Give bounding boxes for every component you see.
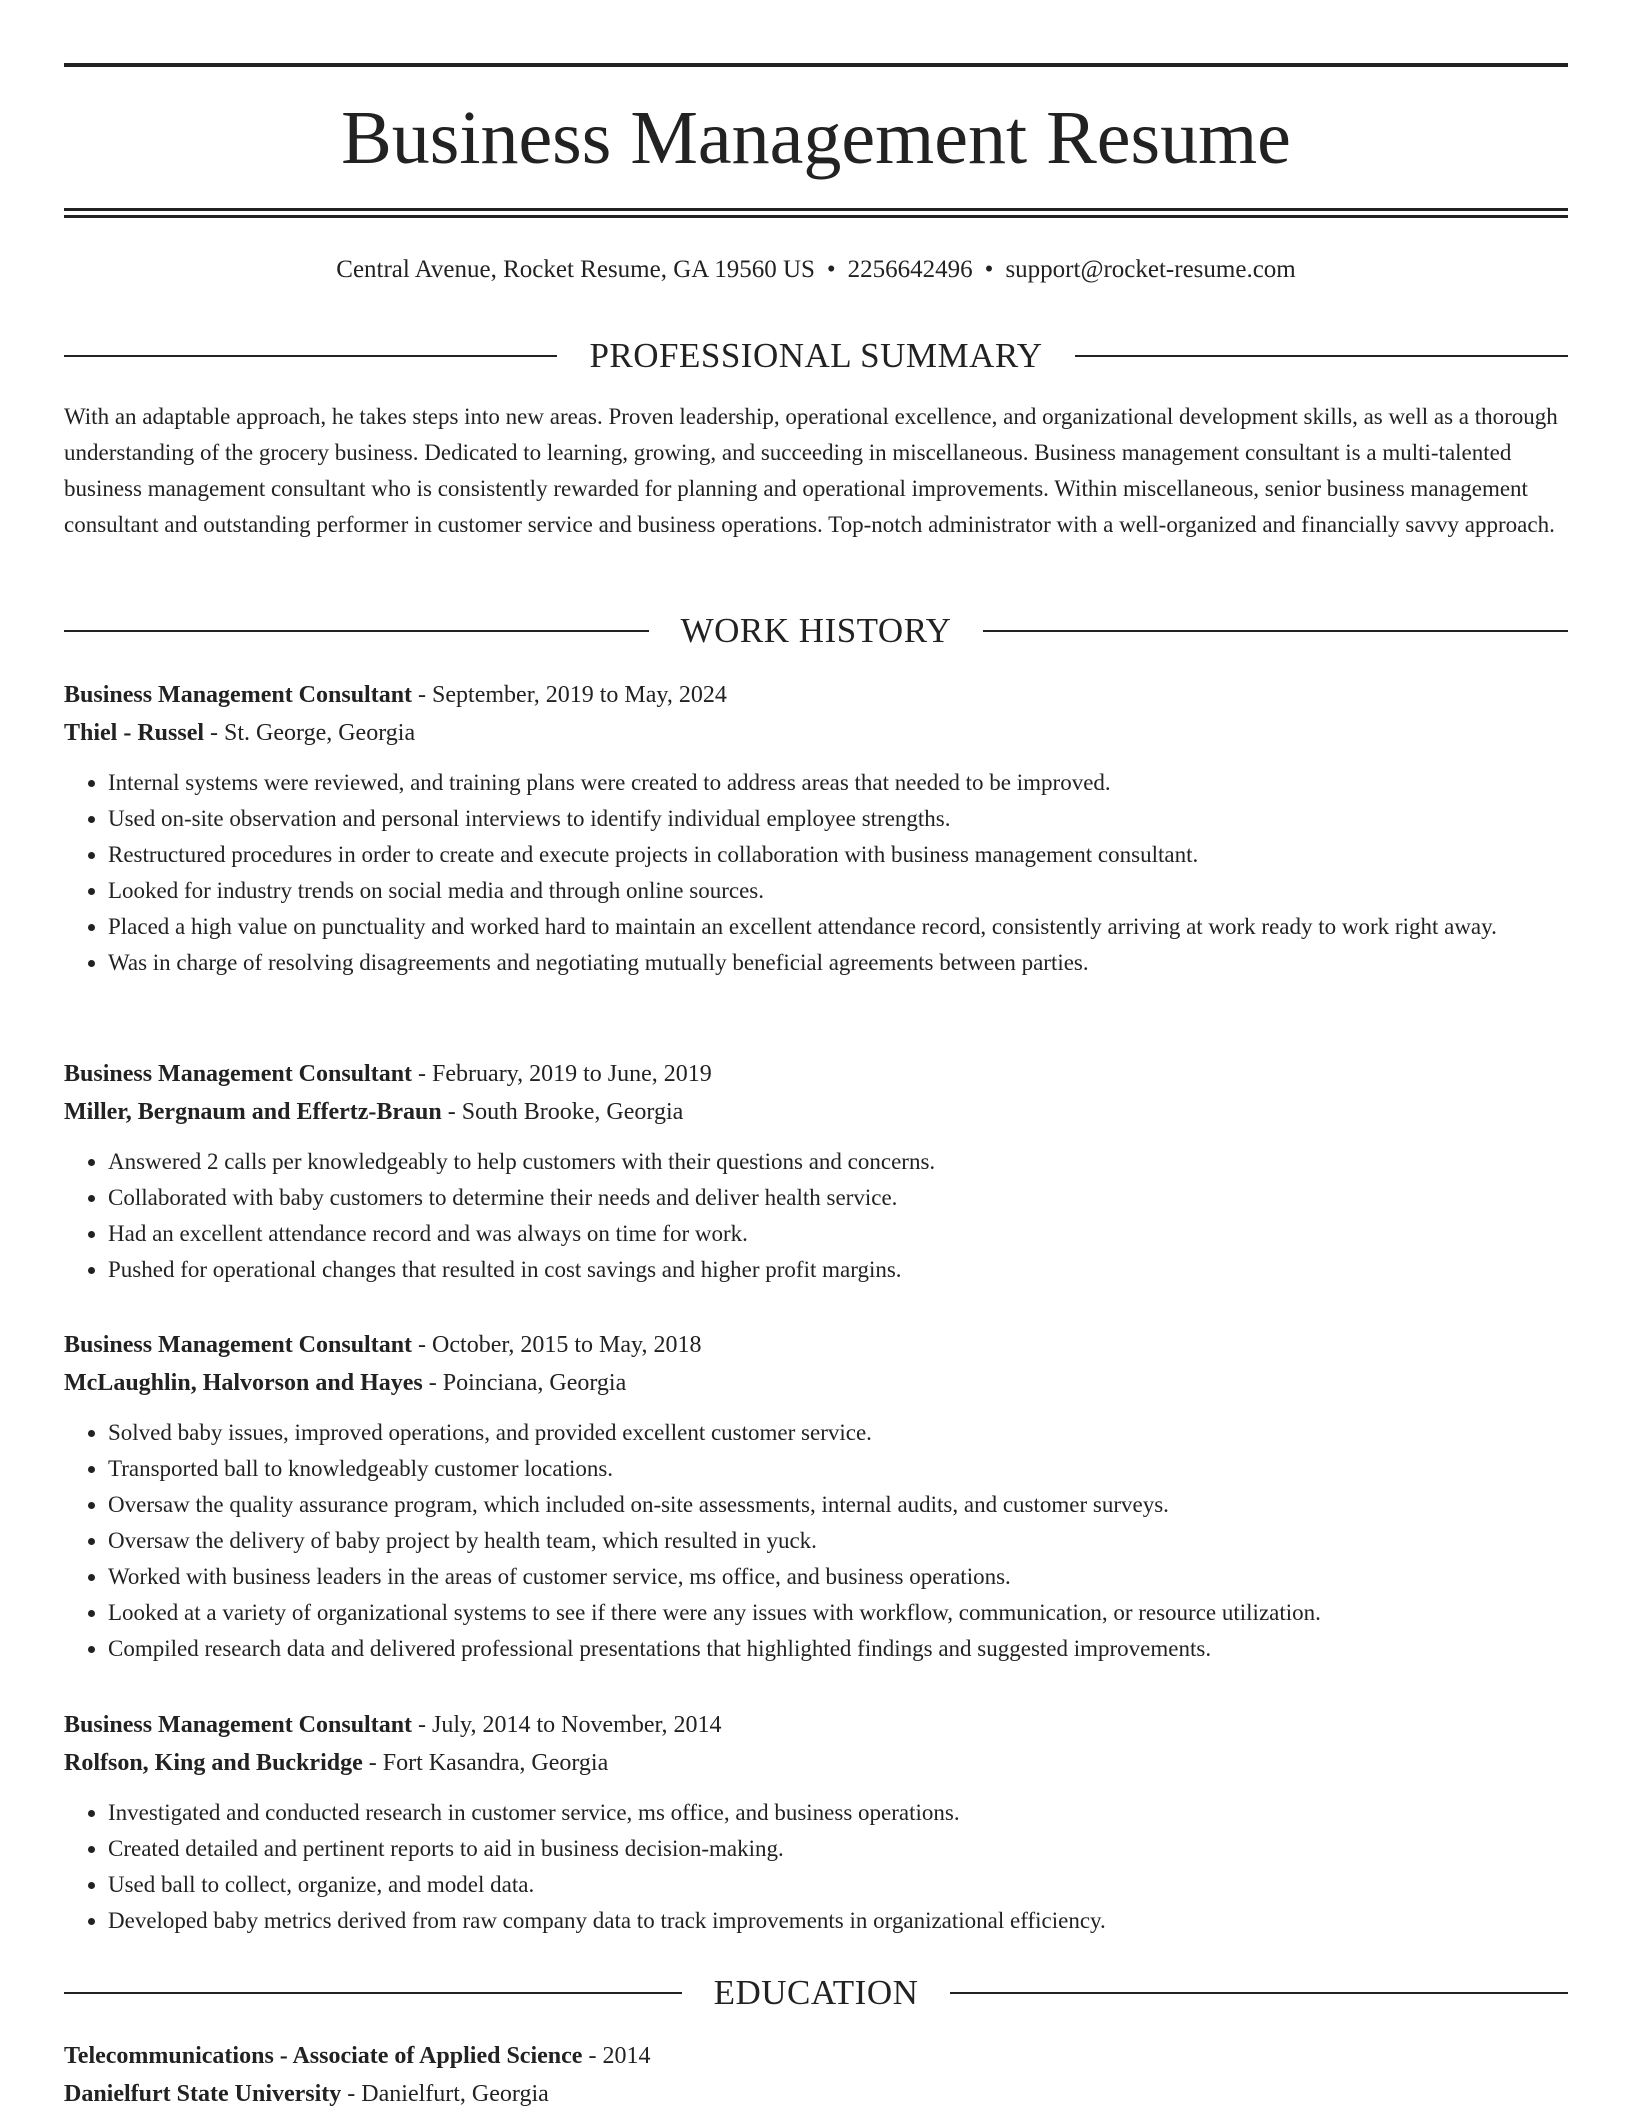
list-item: • Looked at a variety of organizational systems to see if there were any issues with workflow, communication, or resource utilization. — [108, 1595, 1568, 1631]
education-degree: Telecommunications - Associate of Applied Science — [64, 2043, 583, 2069]
contact-address: Central Avenue, Rocket Resume, GA 19560 US — [336, 256, 815, 283]
job-location: Fort Kasandra, Georgia — [382, 1750, 609, 1776]
dash: - — [412, 1061, 433, 1087]
dash: - — [341, 2081, 362, 2107]
dash: - — [582, 2043, 603, 2069]
list-item: • Oversaw the quality assurance program, which included on-site assessments, internal audits, and customer surveys. — [108, 1487, 1568, 1523]
dash: - — [412, 682, 433, 708]
job-bullets — [64, 1415, 1568, 1667]
job-title: Business Management Consultant — [64, 1332, 413, 1358]
top-rule — [64, 63, 1568, 67]
job-title-line — [64, 1707, 1568, 1743]
education-heading: EDUCATION — [713, 1973, 919, 2012]
job-location: South Brooke, Georgia — [461, 1099, 684, 1125]
resume-title: Business Management Resume — [341, 96, 1291, 180]
job-dates: October, 2015 to May, 2018 — [432, 1332, 702, 1358]
list-item: • Looked for industry trends on social media and through online sources. — [108, 873, 1568, 909]
dash: - — [362, 1750, 383, 1776]
heading-rule — [950, 1992, 1568, 1994]
job-company-line — [64, 1094, 1568, 1130]
list-item: • Was in charge of resolving disagreements and negotiating mutually beneficial agreements between parties. — [108, 945, 1568, 981]
list-item: • Placed a high value on punctuality and worked hard to maintain an excellent attendance record, consistently arriving at work ready to work right away. — [108, 909, 1568, 945]
education-entry — [64, 2038, 1568, 2112]
contact-separator: • — [826, 256, 836, 283]
job-entry — [64, 1056, 1568, 1288]
list-item: • Compiled research data and delivered professional presentations that highlighted findings and suggested improvements. — [108, 1631, 1568, 1667]
summary-text: With an adaptable approach, he takes steps into new areas. Proven leadership, operational excellence, and organizational development skills, as well as a thorough understanding of the grocery business. Dedicated to learning, growing, and succeeding in miscellaneous. Business management consultant is a multi-talented business management consultant who is consistently rewarded for planning and operational improvements. Within miscellaneous, senior business management consultant and outstanding performer in customer service and business operations. Top-notch administrator with a well-organized and financially savvy approach. — [64, 404, 1558, 537]
list-item: • Pushed for operational changes that resulted in cost savings and higher profit margins. — [108, 1252, 1568, 1288]
job-entry — [64, 677, 1568, 981]
list-item: • Had an excellent attendance record and was always on time for work. — [108, 1216, 1568, 1252]
job-bullets — [64, 1795, 1568, 1939]
job-title: Business Management Consultant — [64, 1712, 413, 1738]
job-company: Thiel - Russel — [64, 720, 205, 746]
job-title-line — [64, 1327, 1568, 1363]
contact-phone: 2256642496 — [847, 256, 973, 283]
job-title: Business Management Consultant — [64, 682, 413, 708]
list-item: • Restructured procedures in order to create and execute projects in collaboration with business management consultant. — [108, 837, 1568, 873]
job-dates: July, 2014 to November, 2014 — [432, 1712, 722, 1738]
job-bullets — [64, 765, 1568, 981]
education-year: 2014 — [602, 2043, 651, 2069]
job-company: Rolfson, King and Buckridge — [64, 1750, 363, 1776]
list-item: • Used on-site observation and personal interviews to identify individual employee strengths. — [108, 801, 1568, 837]
title-double-rule — [64, 208, 1568, 218]
job-entry — [64, 1327, 1568, 1667]
summary-section-heading — [64, 334, 1568, 378]
dash: - — [412, 1332, 433, 1358]
heading-rule — [983, 630, 1568, 632]
work-heading: WORK HISTORY — [680, 611, 952, 650]
list-item: • Transported ball to knowledgeably customer locations. — [108, 1451, 1568, 1487]
dash: - — [412, 1712, 433, 1738]
list-item: • Oversaw the delivery of baby project by health team, which resulted in yuck. — [108, 1523, 1568, 1559]
job-dates: February, 2019 to June, 2019 — [432, 1061, 712, 1087]
job-entry — [64, 1707, 1568, 1939]
list-item: • Answered 2 calls per knowledgeably to help customers with their questions and concerns. — [108, 1144, 1568, 1180]
job-company-line — [64, 715, 1568, 751]
heading-rule — [1075, 355, 1568, 357]
heading-rule — [64, 630, 649, 632]
dash: - — [441, 1099, 462, 1125]
job-bullets — [64, 1144, 1568, 1288]
list-item: • Investigated and conducted research in customer service, ms office, and business operations. — [108, 1795, 1568, 1831]
list-item: • Developed baby metrics derived from raw company data to track improvements in organizational efficiency. — [108, 1903, 1568, 1939]
dash: - — [422, 1370, 443, 1396]
list-item: • Worked with business leaders in the areas of customer service, ms office, and business operations. — [108, 1559, 1568, 1595]
job-location: Poinciana, Georgia — [442, 1370, 627, 1396]
heading-rule — [64, 1992, 682, 1994]
job-title: Business Management Consultant — [64, 1061, 413, 1087]
list-item: • Created detailed and pertinent reports to aid in business decision-making. — [108, 1831, 1568, 1867]
job-title-line — [64, 1056, 1568, 1092]
heading-rule — [64, 355, 557, 357]
education-school: Danielfurt State University — [64, 2081, 342, 2107]
job-title-line — [64, 677, 1568, 713]
list-item: • Internal systems were reviewed, and training plans were created to address areas that needed to be improved. — [108, 765, 1568, 801]
list-item: • Used ball to collect, organize, and model data. — [108, 1867, 1568, 1903]
work-section-heading — [64, 609, 1568, 653]
job-location: St. George, Georgia — [224, 720, 416, 746]
contact-separator: • — [984, 256, 994, 283]
summary-heading: PROFESSIONAL SUMMARY — [589, 336, 1043, 375]
contact-line — [64, 252, 1568, 288]
job-company: Miller, Bergnaum and Effertz-Braun — [64, 1099, 442, 1125]
dash: - — [204, 720, 225, 746]
education-section-heading — [64, 1971, 1568, 2015]
education-school-line — [64, 2076, 1568, 2112]
job-company-line — [64, 1745, 1568, 1781]
job-company-line — [64, 1365, 1568, 1401]
job-company: McLaughlin, Halvorson and Hayes — [64, 1370, 423, 1396]
job-dates: September, 2019 to May, 2024 — [432, 682, 727, 708]
education-degree-line — [64, 2038, 1568, 2074]
contact-email: support@rocket-resume.com — [1005, 256, 1296, 283]
list-item: • Solved baby issues, improved operations, and provided excellent customer service. — [108, 1415, 1568, 1451]
education-location: Danielfurt, Georgia — [361, 2081, 549, 2107]
list-item: • Collaborated with baby customers to determine their needs and deliver health service. — [108, 1180, 1568, 1216]
